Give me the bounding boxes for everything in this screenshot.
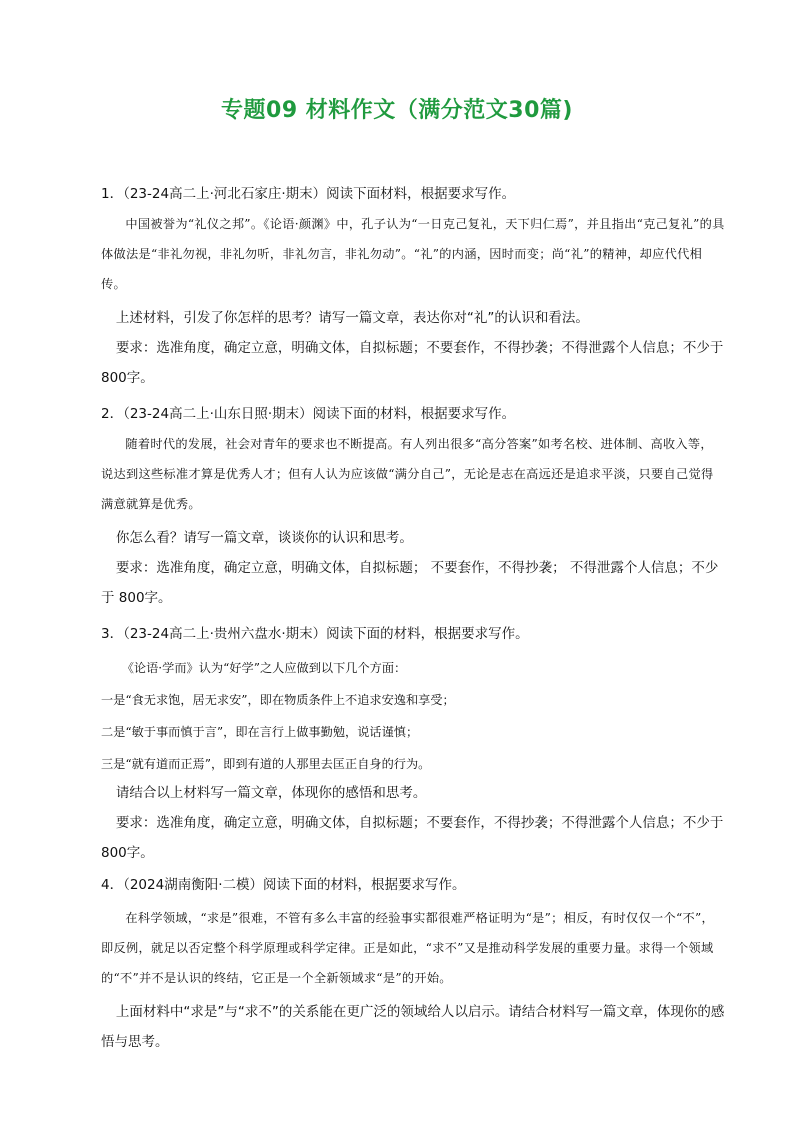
- material-line: 二是“敏于事而慎于言”，即在言行上做事勤勉，说话谨慎；: [101, 725, 419, 739]
- question-4: [101, 875, 725, 1057]
- question-1: [101, 184, 725, 393]
- instruction-text: 上述材料，引发了你怎样的思考？请写一篇文章，表达你对“礼”的认识和看法。: [115, 310, 589, 326]
- material-text: 在科学领域，“求是”很难，不管有多么丰富的经验事实都很难严格证明为“是”；相反，有时仅仅一个“不”，即反例，就足以否定整个科学原理或科学定律。正是如此，“求不”又是推动科学发展的重要力量。求得一个领域的“不”并不是认识的终结，它正是一个全新领域求“是”的开始。: [101, 911, 715, 985]
- material-text: 中国被誉为“礼仪之邦”。《论语·颜渊》中，孔子认为“一日克己复礼，天下归仁焉”，并且指出“克己复礼”的具体做法是“非礼勿视，非礼勿听，非礼勿言，非礼勿动”。“礼”的内涵，因时而变；尚“礼”的精神，却应代代相传。: [101, 217, 725, 291]
- material-line: 《论语·学而》认为“好学”之人应做到以下几个方面：: [121, 661, 407, 675]
- material-line: 一是“食无求饱，居无求安”，即在物质条件上不追求安逸和享受；: [101, 693, 455, 707]
- instruction-text: 你怎么看？请写一篇文章，谈谈你的认识和思考。: [115, 530, 413, 546]
- instruction-text: 上面材料中“求是”与“求不”的关系能在更广泛的领域给人以启示。请结合材料写一篇文章，体现你的感悟与思考。: [101, 1004, 725, 1050]
- requirement-text: 要求：选准角度，确定立意，明确文体，自拟标题；不要套作，不得抄袭；不得泄露个人信息；不少于800字。: [101, 340, 724, 386]
- material-text: 随着时代的发展，社会对青年的要求也不断提高。有人列出很多“高分答案”如考名校、进体制、高收入等，说达到这些标准才算是优秀人才；但有人认为应该做“满分自己”，无论是志在高远还是追求平淡，只要自己觉得满意就算是优秀。: [101, 437, 714, 511]
- page-title: 专题09 材料作文（满分范文30篇): [221, 98, 573, 123]
- requirement-text: 要求：选准角度，确定立意，明确文体，自拟标题；不要套作，不得抄袭；不得泄露个人信息；不少于800字。: [101, 815, 724, 861]
- question-header: 2．（23-24高二上·山东日照·期末）阅读下面的材料，根据要求写作。: [101, 406, 516, 422]
- question-header: 1．（23-24高二上·河北石家庄·期末）阅读下面材料，根据要求写作。: [101, 186, 516, 202]
- question-header: 4．（2024湖南衡阳·二模）阅读下面的材料，根据要求写作。: [101, 877, 466, 893]
- instruction-text: 请结合以上材料写一篇文章，体现你的感悟和思考。: [115, 785, 427, 801]
- requirement-text: 要求：选准角度，确定立意，明确文体，自拟标题； 不要套作，不得抄袭； 不得泄露个人信息；不少于 800字。: [101, 560, 719, 606]
- material-line: 三是“就有道而正焉”，即到有道的人那里去匡正自身的行为。: [101, 757, 431, 771]
- question-header: 3．（23-24高二上·贵州六盘水·期末）阅读下面的材料，根据要求写作。: [101, 626, 529, 642]
- question-3: [101, 624, 725, 868]
- question-2: [101, 404, 725, 613]
